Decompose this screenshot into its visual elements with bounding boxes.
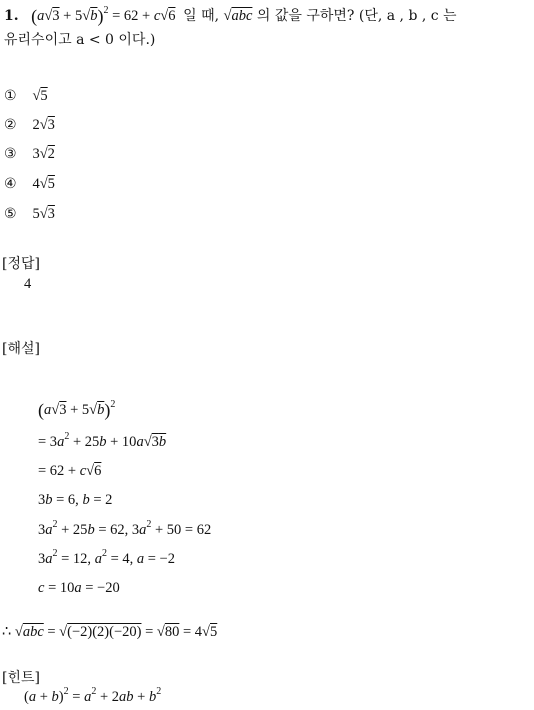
- question-line-2: 유리수이고 a < 0 이다.): [4, 32, 156, 48]
- choice-5[interactable]: [4, 206, 55, 223]
- question-text-2: 의 값을 구하면? (단, a , b , c 는: [256, 8, 457, 24]
- answer-value: 4: [24, 276, 32, 292]
- solution-step-5: $3a^2 + 25b = 62$, $3a^2 + 50 = 62$: [38, 519, 212, 538]
- choice-4[interactable]: [4, 176, 55, 193]
- solution-label: [해설]: [2, 341, 40, 357]
- question-line-1: [4, 6, 457, 26]
- question-number: 1.: [4, 8, 19, 24]
- choice-3-value: 3√2: [32, 146, 55, 162]
- choice-2[interactable]: [4, 117, 55, 134]
- choice-5-mark: ⑤: [4, 206, 17, 222]
- question-expression: $(a√3 + 5√b)^2 = 62 + c√6$: [31, 5, 176, 26]
- choice-1[interactable]: [4, 88, 48, 105]
- choice-3-mark: ③: [4, 146, 17, 162]
- answer-label: [정답]: [2, 256, 40, 272]
- solution-step-4: 3b = 6, b = 2: [38, 492, 113, 508]
- solution-step-7: c = 10a = −20: [38, 580, 120, 596]
- solution-step-2: = $3a^2 + 25b + 10a√3b$: [38, 431, 167, 450]
- choice-2-mark: ②: [4, 117, 17, 133]
- solution-step-3: = 62 + c√6: [38, 463, 102, 479]
- choice-4-mark: ④: [4, 176, 17, 192]
- choice-4-value: 4√5: [32, 176, 55, 192]
- solution-step-6: $3a^2 = 12$, $a^2 = 4$, a = −2: [38, 548, 175, 567]
- choice-2-value: 2√3: [32, 117, 55, 133]
- solution-step-1: $(a√3 + 5√b)^2$: [38, 399, 116, 420]
- question-text-1: 일 때,: [183, 8, 220, 24]
- question-expression-2: √abc: [223, 8, 253, 24]
- hint-formula: $(a + b)^2 = a^2 + 2ab + b^2$: [24, 686, 162, 705]
- choice-1-value: √5: [32, 88, 48, 104]
- choice-1-mark: ①: [4, 88, 17, 104]
- choice-5-value: 5√3: [32, 206, 55, 222]
- hint-label: [힌트]: [2, 670, 40, 686]
- solution-conclusion: ∴ √abc = √(−2)(2)(−20) = √80 = 4√5: [2, 624, 218, 640]
- choice-3[interactable]: [4, 146, 55, 163]
